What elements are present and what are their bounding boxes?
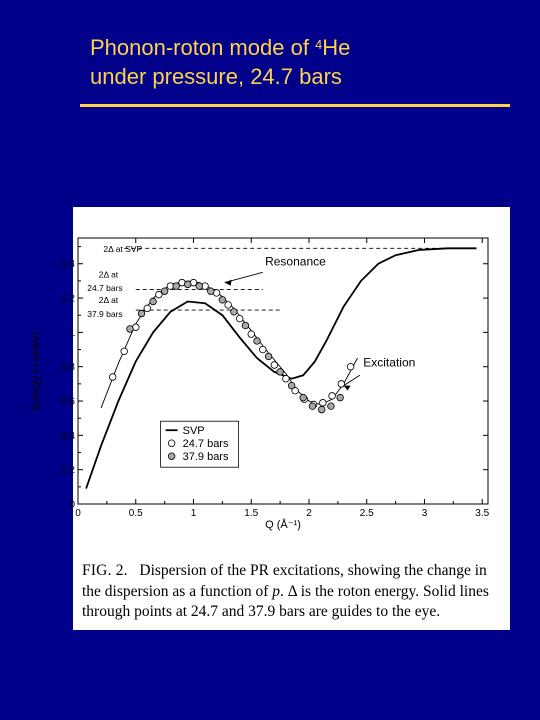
point-37-9-bars	[265, 353, 272, 360]
point-37-9-bars	[231, 308, 238, 315]
point-37-9-bars	[196, 283, 203, 290]
x-tick-label: 2.5	[359, 508, 374, 519]
caption-p-symbol: p	[272, 582, 281, 600]
excitation-label: Excitation	[363, 355, 416, 370]
p37-2delta-label-b: 37.9 bars	[87, 308, 123, 319]
point-24-7-bars	[121, 348, 128, 355]
p24-2delta-label-a: 2Δ at	[98, 269, 119, 280]
guide-line-24-7-bars	[98, 281, 357, 408]
y-axis-label: Energy ω (meV)	[30, 331, 42, 411]
x-tick-label: 3	[421, 508, 428, 519]
slide-title-line1: Phonon-roton mode of $^4$He	[90, 35, 351, 60]
slide-title	[90, 33, 520, 91]
legend-svp-label: SVP	[182, 425, 205, 438]
y-tick-label: 0.6	[61, 396, 75, 408]
caption-fig-label: FIG. 2.	[82, 562, 128, 579]
point-24-7-bars	[271, 362, 278, 369]
point-37-9-bars	[127, 326, 134, 333]
legend-24-7-swatch	[168, 440, 175, 447]
y-tick-label: 1.4	[61, 259, 75, 271]
caption-text-a: Dispersion of the PR excitations, showing the change in the dispersion as a function of	[82, 562, 487, 600]
point-37-9-bars	[318, 406, 325, 413]
title-underline	[80, 104, 510, 107]
point-24-7-bars	[236, 315, 243, 322]
dispersion-chart	[30, 207, 510, 557]
resonance-label: Resonance	[265, 254, 326, 269]
x-tick-label: 0	[75, 508, 81, 519]
svp-2delta-label: 2Δ at SVP	[103, 243, 143, 254]
legend-37-9-swatch	[168, 453, 175, 460]
x-axis-label: Q (Å⁻¹)	[265, 519, 301, 531]
point-37-9-bars	[161, 288, 168, 295]
point-37-9-bars	[328, 403, 335, 410]
y-tick-label: 0.2	[61, 465, 75, 477]
point-37-9-bars	[150, 298, 157, 305]
legend-24-7-label: 24.7 bars	[182, 438, 229, 451]
point-24-7-bars	[144, 305, 151, 312]
x-tick-label: 1.5	[244, 508, 259, 519]
point-37-9-bars	[242, 322, 249, 329]
figure-caption	[82, 561, 506, 623]
point-37-9-bars	[138, 310, 145, 317]
title-superscript: 4	[315, 37, 323, 52]
slide-title-line2: under pressure, 24.7 bars	[90, 64, 342, 89]
point-37-9-bars	[300, 394, 307, 401]
legend-37-9-label: 37.9 bars	[182, 451, 229, 464]
point-37-9-bars	[277, 369, 284, 376]
point-37-9-bars	[309, 403, 316, 410]
resonance-arrow-head	[225, 280, 232, 286]
point-37-9-bars	[288, 382, 295, 389]
y-tick-label: 1	[69, 327, 75, 339]
x-tick-label: 1	[190, 508, 197, 519]
x-tick-label: 0.5	[128, 508, 143, 519]
excitation-arrow	[344, 375, 360, 385]
point-24-7-bars	[283, 375, 290, 382]
point-24-7-bars	[320, 399, 327, 406]
point-37-9-bars	[184, 281, 191, 288]
point-37-9-bars	[208, 288, 215, 295]
point-37-9-bars	[254, 338, 261, 345]
y-tick-label: 1.2	[61, 293, 75, 305]
x-tick-label: 3.5	[475, 508, 490, 519]
p24-2delta-label-b: 24.7 bars	[87, 283, 123, 294]
point-24-7-bars	[329, 393, 336, 400]
point-24-7-bars	[248, 331, 255, 338]
point-37-9-bars	[337, 394, 344, 401]
point-24-7-bars	[347, 363, 354, 370]
point-24-7-bars	[109, 374, 116, 381]
y-tick-label: 0	[69, 499, 75, 511]
y-tick-label: 0.8	[61, 362, 75, 374]
point-24-7-bars	[338, 381, 345, 388]
point-24-7-bars	[225, 302, 232, 309]
point-37-9-bars	[173, 283, 180, 290]
y-tick-label: 0.4	[61, 430, 75, 442]
p37-2delta-label-a: 2Δ at	[98, 295, 119, 306]
excitation-arrow-head	[344, 386, 351, 391]
point-37-9-bars	[219, 296, 226, 303]
figure-panel	[30, 207, 510, 630]
caption-text-b: . Δ is the roton energy. Solid lines through points at 24.7 and 37.9 bars are guides to the eye.	[82, 582, 489, 620]
x-tick-label: 2	[306, 508, 312, 519]
point-24-7-bars	[259, 346, 266, 353]
